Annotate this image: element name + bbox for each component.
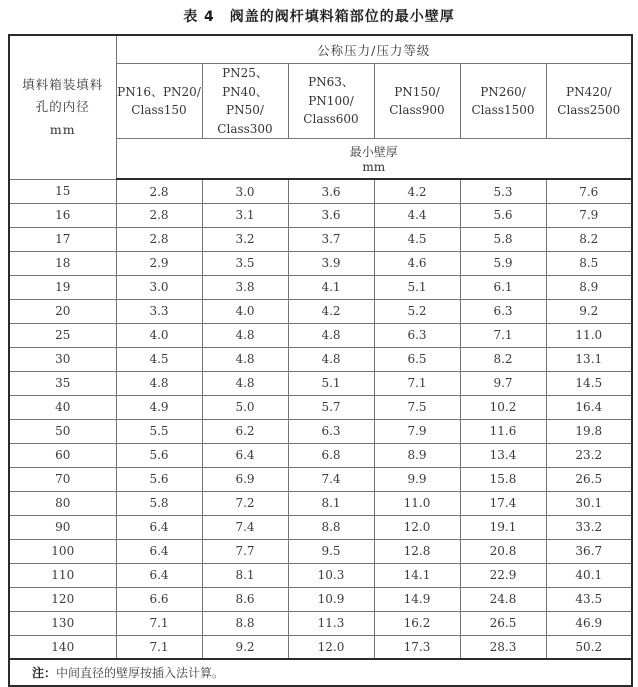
diameter-cell: 16 xyxy=(9,203,116,227)
pressure-class-header-line: PN150/ xyxy=(394,84,440,99)
thickness-value-cell: 6.9 xyxy=(202,467,288,491)
thickness-value-cell: 7.4 xyxy=(288,467,374,491)
thickness-value-cell: 40.1 xyxy=(546,563,632,587)
thickness-value-cell: 4.1 xyxy=(288,275,374,299)
table-row xyxy=(9,323,632,347)
thickness-value-cell: 3.8 xyxy=(202,275,288,299)
thickness-value-cell: 5.3 xyxy=(460,179,546,203)
pressure-class-header xyxy=(374,64,460,139)
pressure-class-header-line: PN260/ xyxy=(480,84,526,99)
pressure-header-row xyxy=(9,35,632,64)
pressure-class-header-line: PN50/ xyxy=(226,103,264,118)
thickness-value-cell: 4.4 xyxy=(374,203,460,227)
pressure-class-header-line: Class2500 xyxy=(557,103,621,118)
thickness-value-cell: 10.3 xyxy=(288,563,374,587)
thickness-value-cell: 9.2 xyxy=(546,299,632,323)
pressure-class-header-line: Class600 xyxy=(303,112,359,127)
thickness-value-cell: 3.9 xyxy=(288,251,374,275)
pressure-class-header-line: Class150 xyxy=(131,103,187,118)
thickness-value-cell: 6.3 xyxy=(460,299,546,323)
thickness-value-cell: 3.2 xyxy=(202,227,288,251)
diameter-cell: 120 xyxy=(9,587,116,611)
table-row xyxy=(9,227,632,251)
diameter-cell: 80 xyxy=(9,491,116,515)
diameter-cell: 25 xyxy=(9,323,116,347)
thickness-value-cell: 5.1 xyxy=(374,275,460,299)
table-row xyxy=(9,539,632,563)
thickness-value-cell: 33.2 xyxy=(546,515,632,539)
table-row xyxy=(9,395,632,419)
thickness-value-cell: 3.5 xyxy=(202,251,288,275)
thickness-value-cell: 7.1 xyxy=(460,323,546,347)
thickness-value-cell: 6.4 xyxy=(116,515,202,539)
thickness-value-cell: 5.6 xyxy=(116,443,202,467)
thickness-value-cell: 14.9 xyxy=(374,587,460,611)
diameter-cell: 40 xyxy=(9,395,116,419)
thickness-value-cell: 8.1 xyxy=(288,491,374,515)
thickness-value-cell: 7.6 xyxy=(546,179,632,203)
pressure-class-header-line: Class900 xyxy=(389,103,445,118)
table-row xyxy=(9,635,632,659)
thickness-value-cell: 4.5 xyxy=(116,347,202,371)
thickness-value-cell: 17.3 xyxy=(374,635,460,659)
thickness-value-cell: 8.8 xyxy=(288,515,374,539)
thickness-value-cell: 14.5 xyxy=(546,371,632,395)
thickness-value-cell: 28.3 xyxy=(460,635,546,659)
thickness-value-cell: 5.5 xyxy=(116,419,202,443)
diameter-cell: 100 xyxy=(9,539,116,563)
table-row xyxy=(9,347,632,371)
thickness-value-cell: 10.9 xyxy=(288,587,374,611)
thickness-value-cell: 7.5 xyxy=(374,395,460,419)
thickness-value-cell: 3.6 xyxy=(288,203,374,227)
thickness-value-cell: 12.0 xyxy=(374,515,460,539)
thickness-value-cell: 5.8 xyxy=(116,491,202,515)
thickness-value-cell: 7.1 xyxy=(374,371,460,395)
diameter-cell: 35 xyxy=(9,371,116,395)
thickness-value-cell: 14.1 xyxy=(374,563,460,587)
table-row xyxy=(9,563,632,587)
thickness-value-cell: 16.4 xyxy=(546,395,632,419)
thickness-value-cell: 4.8 xyxy=(202,347,288,371)
pressure-class-header-line: PN420/ xyxy=(566,84,612,99)
thickness-value-cell: 9.5 xyxy=(288,539,374,563)
thickness-value-cell: 4.2 xyxy=(374,179,460,203)
thickness-value-cell: 26.5 xyxy=(546,467,632,491)
thickness-value-cell: 6.4 xyxy=(116,539,202,563)
thickness-value-cell: 3.3 xyxy=(116,299,202,323)
thickness-value-cell: 6.4 xyxy=(116,563,202,587)
thickness-value-cell: 13.1 xyxy=(546,347,632,371)
thickness-value-cell: 4.5 xyxy=(374,227,460,251)
thickness-value-cell: 8.9 xyxy=(546,275,632,299)
table-body xyxy=(9,179,632,659)
thickness-value-cell: 23.2 xyxy=(546,443,632,467)
thickness-value-cell: 5.6 xyxy=(460,203,546,227)
thickness-value-cell: 15.8 xyxy=(460,467,546,491)
thickness-value-cell: 8.2 xyxy=(546,227,632,251)
thickness-value-cell: 7.9 xyxy=(374,419,460,443)
table-row xyxy=(9,443,632,467)
thickness-value-cell: 8.2 xyxy=(460,347,546,371)
thickness-value-cell: 6.1 xyxy=(460,275,546,299)
pressure-class-header-line: Class1500 xyxy=(471,103,535,118)
thickness-value-cell: 5.7 xyxy=(288,395,374,419)
note-text: 中间直径的壁厚按插入法计算。 xyxy=(56,666,225,681)
bore-diameter-header xyxy=(9,35,116,179)
thickness-value-cell: 10.2 xyxy=(460,395,546,419)
thickness-value-cell: 8.5 xyxy=(546,251,632,275)
thickness-value-cell: 12.0 xyxy=(288,635,374,659)
thickness-value-cell: 7.1 xyxy=(116,611,202,635)
table-row xyxy=(9,611,632,635)
thickness-value-cell: 6.4 xyxy=(202,443,288,467)
thickness-value-cell: 3.1 xyxy=(202,203,288,227)
thickness-value-cell: 4.2 xyxy=(288,299,374,323)
pressure-class-header xyxy=(288,64,374,139)
diameter-cell: 60 xyxy=(9,443,116,467)
thickness-value-cell: 24.8 xyxy=(460,587,546,611)
thickness-value-cell: 3.6 xyxy=(288,179,374,203)
thickness-value-cell: 6.6 xyxy=(116,587,202,611)
thickness-value-cell: 4.8 xyxy=(288,347,374,371)
note-label: 注： xyxy=(32,666,57,681)
note-cell xyxy=(9,659,632,686)
thickness-value-cell: 4.8 xyxy=(202,371,288,395)
thickness-value-cell: 2.9 xyxy=(116,251,202,275)
thickness-value-cell: 11.0 xyxy=(546,323,632,347)
thickness-value-cell: 8.8 xyxy=(202,611,288,635)
thickness-value-cell: 13.4 xyxy=(460,443,546,467)
thickness-value-cell: 5.6 xyxy=(116,467,202,491)
min-wall-subheader xyxy=(116,139,632,180)
thickness-value-cell: 4.8 xyxy=(202,323,288,347)
table-row xyxy=(9,275,632,299)
table-row xyxy=(9,467,632,491)
thickness-value-cell: 16.2 xyxy=(374,611,460,635)
table-row xyxy=(9,203,632,227)
thickness-value-cell: 36.7 xyxy=(546,539,632,563)
thickness-value-cell: 6.3 xyxy=(374,323,460,347)
thickness-value-cell: 6.5 xyxy=(374,347,460,371)
diameter-cell: 15 xyxy=(9,179,116,203)
thickness-value-cell: 7.1 xyxy=(116,635,202,659)
thickness-value-cell: 4.0 xyxy=(202,299,288,323)
diameter-cell: 110 xyxy=(9,563,116,587)
thickness-value-cell: 11.0 xyxy=(374,491,460,515)
table-header xyxy=(9,35,632,179)
note-row xyxy=(9,659,632,686)
thickness-value-cell: 7.2 xyxy=(202,491,288,515)
thickness-value-cell: 50.2 xyxy=(546,635,632,659)
pressure-class-header xyxy=(202,64,288,139)
thickness-value-cell: 11.3 xyxy=(288,611,374,635)
table-row xyxy=(9,371,632,395)
diameter-cell: 20 xyxy=(9,299,116,323)
thickness-value-cell: 7.7 xyxy=(202,539,288,563)
diameter-cell: 50 xyxy=(9,419,116,443)
min-wall-subheader-unit: mm xyxy=(362,160,386,175)
table-row xyxy=(9,419,632,443)
thickness-value-cell: 19.1 xyxy=(460,515,546,539)
thickness-value-cell: 4.6 xyxy=(374,251,460,275)
thickness-value-cell: 6.8 xyxy=(288,443,374,467)
thickness-value-cell: 20.8 xyxy=(460,539,546,563)
thickness-value-cell: 6.2 xyxy=(202,419,288,443)
table-row xyxy=(9,515,632,539)
thickness-value-cell: 30.1 xyxy=(546,491,632,515)
thickness-value-cell: 5.1 xyxy=(288,371,374,395)
pressure-class-header xyxy=(116,64,202,139)
min-wall-subheader-label: 最小壁厚 xyxy=(349,145,398,160)
thickness-value-cell: 11.6 xyxy=(460,419,546,443)
thickness-value-cell: 8.6 xyxy=(202,587,288,611)
thickness-value-cell: 4.9 xyxy=(116,395,202,419)
thickness-value-cell: 9.2 xyxy=(202,635,288,659)
bore-diameter-header-line1: 填料箱装填料 xyxy=(22,76,104,92)
pressure-class-header xyxy=(460,64,546,139)
thickness-value-cell: 2.8 xyxy=(116,179,202,203)
table-row xyxy=(9,491,632,515)
thickness-value-cell: 9.7 xyxy=(460,371,546,395)
diameter-cell: 18 xyxy=(9,251,116,275)
thickness-value-cell: 2.8 xyxy=(116,203,202,227)
thickness-value-cell: 43.5 xyxy=(546,587,632,611)
thickness-value-cell: 7.4 xyxy=(202,515,288,539)
thickness-value-cell: 6.3 xyxy=(288,419,374,443)
thickness-value-cell: 19.8 xyxy=(546,419,632,443)
table-footer xyxy=(9,659,632,686)
pressure-class-header-line: PN25、PN40、 xyxy=(222,66,268,99)
thickness-value-cell: 26.5 xyxy=(460,611,546,635)
thickness-value-cell: 9.9 xyxy=(374,467,460,491)
thickness-value-cell: 8.1 xyxy=(202,563,288,587)
thickness-value-cell: 3.7 xyxy=(288,227,374,251)
thickness-value-cell: 5.8 xyxy=(460,227,546,251)
thickness-value-cell: 5.9 xyxy=(460,251,546,275)
table-row xyxy=(9,299,632,323)
thickness-value-cell: 5.2 xyxy=(374,299,460,323)
pressure-class-header xyxy=(546,64,632,139)
thickness-value-cell: 4.8 xyxy=(288,323,374,347)
diameter-cell: 140 xyxy=(9,635,116,659)
thickness-value-cell: 4.8 xyxy=(116,371,202,395)
diameter-cell: 90 xyxy=(9,515,116,539)
nominal-pressure-header: 公称压力/压力等级 xyxy=(116,35,632,64)
thickness-value-cell: 3.0 xyxy=(116,275,202,299)
thickness-value-cell: 17.4 xyxy=(460,491,546,515)
bore-diameter-header-line2: 孔的内径 xyxy=(35,99,90,115)
diameter-cell: 70 xyxy=(9,467,116,491)
diameter-cell: 19 xyxy=(9,275,116,299)
thickness-value-cell: 12.8 xyxy=(374,539,460,563)
thickness-value-cell: 7.9 xyxy=(546,203,632,227)
thickness-value-cell: 5.0 xyxy=(202,395,288,419)
min-wall-thickness-table xyxy=(8,34,633,687)
table-title: 表 4 阀盖的阀杆填料箱部位的最小壁厚 xyxy=(183,9,455,25)
pressure-class-header-line: PN16、PN20/ xyxy=(117,84,201,99)
table-row xyxy=(9,587,632,611)
table-row xyxy=(9,251,632,275)
thickness-value-cell: 2.8 xyxy=(116,227,202,251)
diameter-cell: 130 xyxy=(9,611,116,635)
pressure-class-header-line: Class300 xyxy=(217,121,273,136)
thickness-value-cell: 4.0 xyxy=(116,323,202,347)
diameter-cell: 17 xyxy=(9,227,116,251)
bore-diameter-header-unit: mm xyxy=(49,121,76,137)
table-row xyxy=(9,179,632,203)
thickness-value-cell: 46.9 xyxy=(546,611,632,635)
thickness-value-cell: 3.0 xyxy=(202,179,288,203)
diameter-cell: 30 xyxy=(9,347,116,371)
thickness-value-cell: 8.9 xyxy=(374,443,460,467)
thickness-value-cell: 22.9 xyxy=(460,563,546,587)
pressure-class-header-line: PN63、PN100/ xyxy=(308,75,354,108)
